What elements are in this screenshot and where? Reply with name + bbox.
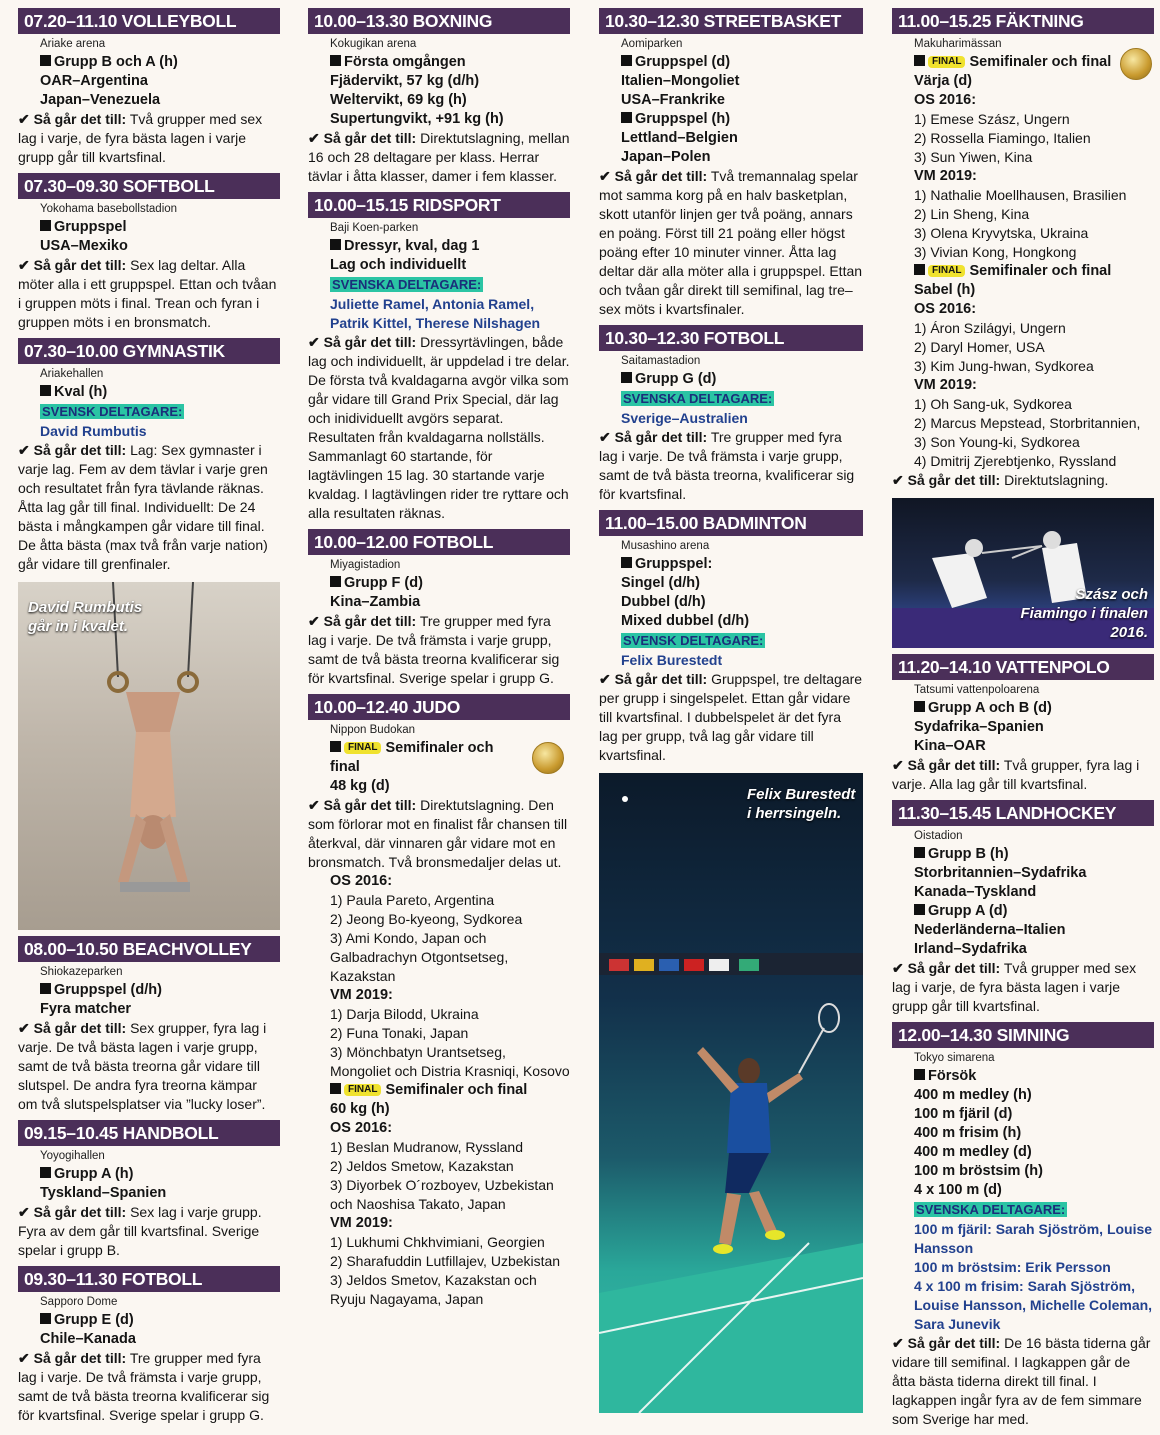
fencing-photo <box>892 498 1154 648</box>
section-judo <box>308 694 570 1309</box>
result-line: 2) Funa Tonaki, Japan <box>330 1025 469 1041</box>
check-icon: ✔ <box>308 130 320 146</box>
badminton-illustration <box>599 773 863 1413</box>
square-bullet-icon <box>914 55 925 66</box>
venue: Baji Koen-parken <box>330 222 419 234</box>
section-fotboll-sapporo <box>18 1266 280 1425</box>
square-bullet-icon <box>40 1167 51 1178</box>
class-line: Sabel (h) <box>914 282 976 298</box>
match-line: USA–Mexiko <box>40 238 128 254</box>
check-icon: ✔ <box>892 1335 904 1351</box>
match-line: Tyskland–Spanien <box>40 1185 167 1201</box>
class-line: Weltervikt, 69 kg (h) <box>330 92 467 108</box>
section-header: 10.00–12.00 FOTBOLL <box>308 529 570 555</box>
group-line: Grupp B och A (h) <box>54 54 178 70</box>
participant-names: Juliette Ramel, Antonia Ramel, Patrik Kittel, Therese Nilshagen <box>330 296 541 331</box>
check-icon: ✔ <box>18 1204 30 1220</box>
venue: Ariakehallen <box>40 368 104 380</box>
section-vattenpolo <box>892 654 1154 794</box>
result-line: 3) Diyorbek O´rozboyev, Uzbekistan och Naoshisa Takato, Japan <box>330 1177 554 1212</box>
match-line: Sverige–Australien <box>621 410 748 426</box>
section-header: 07.20–11.10 VOLLEYBOLL <box>18 8 280 34</box>
check-icon: ✔ <box>599 168 611 184</box>
how-text: ✔ Så går det till: Gruppspel, tre deltagare per grupp i singelspelet. Ettan går vidare till kvartsfinal. I dubbelspelet är det fyra lag per grupp, två lag går vidare till kvartsfinal. <box>599 671 863 763</box>
square-bullet-icon <box>330 239 341 250</box>
group-line: Gruppspel (d) <box>635 54 731 70</box>
match-line: Nederländerna–Italien <box>914 922 1066 938</box>
check-icon: ✔ <box>18 257 30 273</box>
section-fotboll-saitama <box>599 325 863 504</box>
event-line: Semifinaler och final <box>385 1082 528 1098</box>
section-softboll <box>18 173 280 332</box>
group-line: Försök <box>928 1068 977 1084</box>
section-header: 10.30–12.30 FOTBOLL <box>599 325 863 351</box>
vm-label: VM 2019: <box>914 377 977 393</box>
gold-medal-icon <box>532 742 564 774</box>
result-line: 3) Vivian Kong, Hongkong <box>914 244 1077 260</box>
group-line: Grupp E (d) <box>54 1312 134 1328</box>
section-header: 09.15–10.45 HANDBOLL <box>18 1120 280 1146</box>
venue: Aomiparken <box>621 38 683 50</box>
venue: Yoyogihallen <box>40 1150 105 1162</box>
result-line: 2) Jeldos Smetow, Kazakstan <box>330 1158 514 1174</box>
section-header: 10.30–12.30 STREETBASKET <box>599 8 863 34</box>
square-bullet-icon <box>914 264 925 275</box>
photo-caption: David Rumbutis går in i kvalet. <box>28 599 143 635</box>
result-line: 3) Ami Kondo, Japan och Galbadrachyn Otgontsetseg, Kazakstan <box>330 930 509 984</box>
check-icon: ✔ <box>18 442 30 458</box>
square-bullet-icon <box>621 55 632 66</box>
how-text: ✔ Så går det till: Tre grupper med fyra lag i varje. De två främsta i varje grupp, samt de två bästa treorna kvalificerar sig för kvartsfinal. Sverige spelar i grupp G. <box>18 1350 270 1423</box>
square-bullet-icon <box>914 701 925 712</box>
square-bullet-icon <box>914 1069 925 1080</box>
group-line: Grupp F (d) <box>344 575 423 591</box>
group-line: Dressyr, kval, dag 1 <box>344 238 480 254</box>
match-line: Sydafrika–Spanien <box>914 719 1044 735</box>
result-line: 3) Mönchbatyn Urantsetseg, Mongoliet och Distria Krasniqi, Kosovo <box>330 1044 570 1079</box>
check-icon: ✔ <box>599 429 611 445</box>
section-faktning <box>892 8 1154 648</box>
venue: Yokohama basebollstadion <box>40 203 178 215</box>
square-bullet-icon <box>330 741 341 752</box>
section-header: 07.30–09.30 SOFTBOLL <box>18 173 280 199</box>
group-line: Kval (h) <box>54 384 108 400</box>
section-fotboll-miyagi <box>308 529 570 688</box>
section-beachvolley <box>18 936 280 1114</box>
result-line: 1) Nathalie Moellhausen, Brasilien <box>914 187 1127 203</box>
venue: Tokyo simarena <box>914 1052 995 1064</box>
how-text: ✔ Så går det till: Direktutslagning, mellan 16 och 28 deltagare per klass. Herrar tävlar i åtta klasser, damer i fem klasser. <box>308 130 570 184</box>
how-text: ✔ Så går det till: Direktutslagning. <box>892 472 1109 488</box>
section-header: 07.30–10.00 GYMNASTIK <box>18 338 280 364</box>
class-line: 48 kg (d) <box>330 778 390 794</box>
class-line: Dubbel (d/h) <box>621 594 706 610</box>
photo-caption: Felix Burestedt i herrsingeln. <box>747 786 856 822</box>
event-line: 400 m frisim (h) <box>914 1125 1022 1141</box>
how-text: ✔ Så går det till: Direktutslagning. Den som förlorar mot en finalist får chansen till återkval, där vinnaren går vidare mot en bronsmatch. Två bronsmedaljer delas ut. <box>308 797 568 870</box>
group-line: Gruppspel: <box>635 556 713 572</box>
result-line: 2) Daryl Homer, USA <box>914 339 1045 355</box>
square-bullet-icon <box>40 55 51 66</box>
gold-medal-icon <box>1120 48 1152 80</box>
final-badge: FINAL <box>928 56 965 68</box>
swedish-participants-label: SVENSKA DELTAGARE: <box>623 391 773 406</box>
venue: Oistadion <box>914 830 963 842</box>
result-line: 1) Emese Szász, Ungern <box>914 111 1070 127</box>
class-line: Lag och individuellt <box>330 257 467 273</box>
group-line: Grupp A (h) <box>54 1166 134 1182</box>
class-line: Supertungvikt, +91 kg (h) <box>330 111 504 127</box>
check-icon: ✔ <box>892 757 904 773</box>
result-line: 3) Olena Kryvytska, Ukraina <box>914 225 1089 241</box>
venue: Tatsumi vattenpoloarena <box>914 684 1040 696</box>
check-icon: ✔ <box>308 334 320 350</box>
section-badminton <box>599 510 863 1413</box>
result-line: 1) Áron Szilágyi, Ungern <box>914 320 1066 336</box>
how-text: ✔ Så går det till: Tre grupper med fyra lag i varje. De två främsta i varje grupp, samt de två bästa treorna, kvalificerar sig för kvartsfinal. <box>599 429 855 502</box>
os-label: OS 2016: <box>330 873 393 889</box>
section-header: 11.30–15.45 LANDHOCKEY <box>892 800 1154 826</box>
match-line: Lettland–Belgien <box>621 130 738 146</box>
section-gymnastik <box>18 338 280 930</box>
square-bullet-icon <box>330 55 341 66</box>
match-line: Japan–Polen <box>621 149 711 165</box>
how-text: ✔ Så går det till: Dressyrtävlingen, både lag och individuellt, är uppdelad i tre delar. De första två kvaldagarna avgör vilka som går vidare till Grand Prix Special, där lag och inidividuellt avgörs separat. Resultaten från kvaldagarna nollställs. Sammanlagt 60 startande, för lagtävlingen 15 lag. 30 startande varje kvaldag. I lagtävlingen rider tre ryttare och alla resultaten räknas. <box>308 334 570 521</box>
final-badge: FINAL <box>344 742 381 754</box>
square-bullet-icon <box>330 576 341 587</box>
os-label: OS 2016: <box>330 1120 393 1136</box>
venue: Nippon Budokan <box>330 724 416 736</box>
square-bullet-icon <box>40 983 51 994</box>
column-4 <box>892 8 1154 1435</box>
match-line: Italien–Mongoliet <box>621 73 740 89</box>
venue: Musashino arena <box>621 540 710 552</box>
swedish-participant-label: SVENSK DELTAGARE: <box>623 633 764 648</box>
check-icon: ✔ <box>599 671 611 687</box>
group-line: Grupp A (d) <box>928 903 1008 919</box>
match-line: Japan–Venezuela <box>40 92 161 108</box>
group-line: Grupp G (d) <box>635 371 717 387</box>
check-icon: ✔ <box>892 472 904 488</box>
result-line: 3) Jeldos Smetov, Kazakstan och Ryuju Nagayama, Japan <box>330 1272 537 1307</box>
match-line: Storbritannien–Sydafrika <box>914 865 1087 881</box>
result-line: 4) Dmitrij Zjerebtjenko, Ryssland <box>914 453 1117 469</box>
event-line: 100 m bröstsim (h) <box>914 1163 1043 1179</box>
group-line: Grupp A och B (d) <box>928 700 1052 716</box>
section-landhockey <box>892 800 1154 1016</box>
result-line: 2) Sharafuddin Lutfillajev, Uzbekistan <box>330 1253 561 1269</box>
section-ridsport <box>308 192 570 523</box>
section-header: 08.00–10.50 BEACHVOLLEY <box>18 936 280 962</box>
how-text: ✔ Så går det till: De 16 bästa tiderna går vidare till semifinal. I lagkappen går de åtta bästa tiderna direkt till final. I lagkappen ingår fyra av de fem simmare som Sverige har med. <box>892 1335 1151 1427</box>
check-icon: ✔ <box>18 1020 30 1036</box>
result-line: 2) Rossella Fiamingo, Italien <box>914 130 1091 146</box>
vm-label: VM 2019: <box>330 987 393 1003</box>
result-line: 2) Jeong Bo-kyeong, Sydkorea <box>330 911 523 927</box>
venue: Makuharimässan <box>914 38 1002 50</box>
result-line: 1) Lukhumi Chkhvimiani, Georgien <box>330 1234 545 1250</box>
section-header: 10.00–12.40 JUDO <box>308 694 570 720</box>
result-line: 3) Sun Yiwen, Kina <box>914 149 1033 165</box>
swedish-participant-label: SVENSK DELTAGARE: <box>42 404 183 419</box>
how-text: ✔ Så går det till: Två grupper med sex lag i varje, de fyra bästa lagen i varje grupp går till kvartsfinal. <box>18 111 263 165</box>
group-line: Gruppspel <box>54 219 127 235</box>
column-2 <box>308 8 570 1315</box>
match-line: Chile–Kanada <box>40 1331 136 1347</box>
how-text: ✔ Så går det till: Tre grupper med fyra lag i varje. De två främsta i varje grupp, samt de två bästa treorna kvalificerar sig för kvartsfinal. Sverige spelar i grupp G. <box>308 613 560 686</box>
how-text: ✔ Så går det till: Två grupper med sex lag i varje, de fyra bästa lagen i varje grupp går till kvartsfinal. <box>892 960 1137 1014</box>
final-badge: FINAL <box>928 265 965 277</box>
match-line: Irland–Sydafrika <box>914 941 1027 957</box>
section-boxning <box>308 8 570 186</box>
os-label: OS 2016: <box>914 301 977 317</box>
section-header: 11.20–14.10 VATTENPOLO <box>892 654 1154 680</box>
event-line: 400 m medley (h) <box>914 1087 1032 1103</box>
check-icon: ✔ <box>18 1350 30 1366</box>
swedish-participants-label: SVENSKA DELTAGARE: <box>332 277 482 292</box>
match-line: Kina–OAR <box>914 738 986 754</box>
square-bullet-icon <box>621 557 632 568</box>
photo-caption: Szász och Fiamingo i finalen 2016. <box>1020 586 1148 641</box>
result-line: 1) Darja Bilodd, Ukraina <box>330 1006 479 1022</box>
participant-names: 4 x 100 m frisim: Sarah Sjöström, Louise Hansson, Michelle Coleman, Sara Junevik <box>914 1278 1153 1332</box>
square-bullet-icon <box>914 847 925 858</box>
square-bullet-icon <box>330 1083 341 1094</box>
square-bullet-icon <box>914 904 925 915</box>
participant-names: 100 m fjäril: Sarah Sjöström, Louise Hansson <box>914 1221 1153 1256</box>
column-1 <box>18 8 280 1431</box>
venue: Saitamastadion <box>621 355 701 367</box>
event-line: 400 m medley (d) <box>914 1144 1032 1160</box>
class-line: Värja (d) <box>914 73 973 89</box>
section-streetbasket <box>599 8 863 319</box>
check-icon: ✔ <box>308 613 320 629</box>
result-line: 3) Kim Jung-hwan, Sydkorea <box>914 358 1094 374</box>
event-line: 100 m fjäril (d) <box>914 1106 1013 1122</box>
group-line: Gruppspel (h) <box>635 111 731 127</box>
venue: Miyagistadion <box>330 559 401 571</box>
check-icon: ✔ <box>892 960 904 976</box>
event-line: Semifinaler och final <box>969 54 1112 70</box>
section-header: 10.00–15.15 RIDSPORT <box>308 192 570 218</box>
participant-names: David Rumbutis <box>40 423 147 439</box>
class-line: Mixed dubbel (d/h) <box>621 613 750 629</box>
section-handboll <box>18 1120 280 1260</box>
match-line: Kina–Zambia <box>330 594 421 610</box>
venue: Shiokazeparken <box>40 966 123 978</box>
section-header: 12.00–14.30 SIMNING <box>892 1022 1154 1048</box>
group-line: Första omgången <box>344 54 466 70</box>
result-line: 1) Paula Pareto, Argentina <box>330 892 495 908</box>
result-line: 3) Son Young-ki, Sydkorea <box>914 434 1080 450</box>
os-label: OS 2016: <box>914 92 977 108</box>
how-text: ✔ Så går det till: Två tremannalag spelar mot samma korg på en halv basketplan, skott utanför linjen ger två poäng, annars en poäng. Först till 21 poäng eller högst poäng efter 10 minuter vinner. Åtta lag deltar där alla möter alla i gruppspel. Ettan och tvåan går direkt till semifinal, lag tre–sex möts i kvartsfinaler. <box>599 168 863 317</box>
check-icon: ✔ <box>308 797 320 813</box>
result-line: 1) Beslan Mudranow, Ryssland <box>330 1139 523 1155</box>
group-line: Gruppspel (d/h) <box>54 982 162 998</box>
section-header: 09.30–11.30 FOTBOLL <box>18 1266 280 1292</box>
class-line: Singel (d/h) <box>621 575 700 591</box>
how-text: ✔ Så går det till: Sex lag deltar. Alla möter alla i ett gruppspel. Ettan och tvåan i gruppen möts i final. Trean och fyran i gruppen möts i en bronsmatch. <box>18 257 277 330</box>
section-header: 10.00–13.30 BOXNING <box>308 8 570 34</box>
participant-names: 100 m bröstsim: Erik Persson <box>914 1259 1111 1275</box>
match-line: Kanada–Tyskland <box>914 884 1037 900</box>
final-badge: FINAL <box>344 1084 381 1096</box>
result-line: 2) Lin Sheng, Kina <box>914 206 1030 222</box>
participant-names: Felix Burestedt <box>621 652 723 668</box>
square-bullet-icon <box>40 220 51 231</box>
vm-label: VM 2019: <box>330 1215 393 1231</box>
how-text: ✔ Så går det till: Två grupper, fyra lag i varje. Alla lag går till kvartsfinal. <box>892 757 1140 792</box>
match-line: OAR–Argentina <box>40 73 148 89</box>
group-line: Grupp B (h) <box>928 846 1009 862</box>
vm-label: VM 2019: <box>914 168 977 184</box>
square-bullet-icon <box>40 385 51 396</box>
result-line: 1) Oh Sang-uk, Sydkorea <box>914 396 1072 412</box>
event-line: 4 x 100 m (d) <box>914 1182 1002 1198</box>
section-simning <box>892 1022 1154 1429</box>
column-3 <box>599 8 863 1419</box>
check-icon: ✔ <box>18 111 30 127</box>
section-volleyboll <box>18 8 280 167</box>
event-line: Semifinaler och final <box>969 263 1112 279</box>
section-header: 11.00–15.25 FÄKTNING <box>892 8 1154 34</box>
venue: Kokugikan arena <box>330 38 417 50</box>
badminton-photo <box>599 773 863 1413</box>
match-line: USA–Frankrike <box>621 92 725 108</box>
how-text: ✔ Så går det till: Lag: Sex gymnaster i varje lag. Fem av dem tävlar i varje gren och resultatet från fyra tävlande räknas. Åtta lag går till final. Individuellt: De 24 bästa i mångkampen går vidare till final. De åtta bästa (max två från varje nation) går vidare till grenfinaler. <box>18 442 268 572</box>
square-bullet-icon <box>40 1313 51 1324</box>
venue: Ariake arena <box>40 38 106 50</box>
square-bullet-icon <box>621 112 632 123</box>
gymnast-photo <box>18 582 280 930</box>
swedish-participants-label: SVENSKA DELTAGARE: <box>916 1202 1066 1217</box>
venue: Sapporo Dome <box>40 1296 118 1308</box>
result-line: 2) Marcus Mepstead, Storbritannien, <box>914 415 1141 431</box>
match-line: Fyra matcher <box>40 1001 132 1017</box>
section-header: 11.00–15.00 BADMINTON <box>599 510 863 536</box>
square-bullet-icon <box>621 372 632 383</box>
class-line: 60 kg (h) <box>330 1101 390 1117</box>
class-line: Fjädervikt, 57 kg (d/h) <box>330 73 480 89</box>
how-text: ✔ Så går det till: Sex lag i varje grupp. Fyra av dem går till kvartsfinal. Sverige spelar i grupp B. <box>18 1204 262 1258</box>
how-text: ✔ Så går det till: Sex grupper, fyra lag i varje. De två bästa lagen i varje grupp, samt de två bästa treorna går vidare till slutspel. De andra fyra treorna kämpar om två slutspelsplatser via ”lucky loser”. <box>18 1020 267 1112</box>
event-line: Semifinaler och final <box>330 740 494 775</box>
